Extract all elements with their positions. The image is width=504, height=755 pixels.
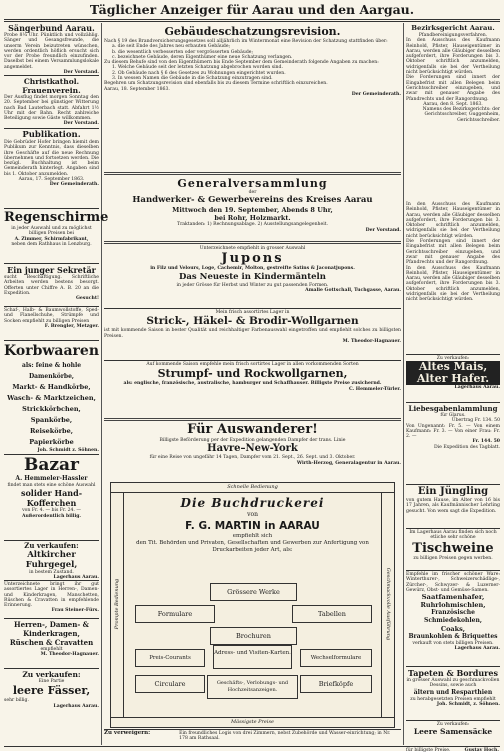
ad-where: bei Rohr, Holzmarkt. [214, 214, 291, 223]
separator [4, 306, 99, 307]
product-cell: Adress- und Visiten-Karten. [213, 645, 292, 669]
ad-auswanderer [104, 422, 401, 478]
separator [4, 580, 99, 581]
printer-pre: von [247, 511, 258, 518]
product-cell: Briefköpfe [300, 675, 372, 693]
ad-jupons [104, 246, 401, 306]
ad-body: Von Ungenannt: Fr. 5. — Von einem Kaufmann: Fr. 3. — Von einer Frau: Fr. 2. — [406, 423, 500, 440]
ad-name: A. Hemmeler-Hassler [15, 475, 88, 482]
ad-buchdruckerei [110, 482, 395, 728]
ad-body: findet man stets eine schöne Auswahl [7, 483, 96, 488]
ad-juengling [406, 486, 500, 526]
ad-title: Herren-, Damen- & Kinderkragen, [14, 620, 89, 638]
ad-title: Tischweine [412, 540, 494, 556]
masthead-title: Täglicher Anzeiger für Aarau und den Aargau. [89, 2, 415, 17]
ad-title: Leere Samensäcke [413, 727, 493, 737]
ad-bazar [4, 456, 99, 538]
notice-item: b. die wesentlich verbesserten oder vergrösserten Gebäude; [112, 49, 254, 55]
ad-body: Unterzeichnete bringt ihr gut assortiertes Lager in Herren-, Damen- und Kinderkragen, Manschetten, Rüschen & Cravatten in empfehlende Erinnerung. [4, 582, 99, 609]
separator [406, 720, 500, 721]
ad-body: in bestem Zustand. [29, 570, 74, 575]
ad-subtitle: Rüschen & Cravatten [9, 638, 94, 647]
ad-body: in jeder Auswahl und zu möglichst billigen Preisen bei [11, 226, 92, 237]
notice-body: In den Ausschuss des Kaufmann Reinhold, Pfister, Hauseigentümer in Aarau, werden alle Gläubiger desselben aufgefordert, ihre Forderungen bis 3. Oktober schriftlich anzumelden, widrigenfalls sie bei der Vertheilung nicht berücksichtigt würden. [406, 265, 500, 303]
ad-line: Papierkörbe [29, 438, 74, 446]
separator [104, 241, 401, 244]
ad-sekretaer [4, 265, 99, 305]
ad-route: Havre–New-York [207, 443, 298, 455]
ad-schafwolle [4, 308, 99, 338]
ad-signature: Lagerhaus Aarau. [454, 646, 500, 652]
notice-point: 2. Ob Gebäude nach § 6 des Gesetzes zu Wohnungen eingerichtet wurden. [112, 70, 286, 76]
frame-left-band [111, 492, 124, 717]
center-column [104, 24, 401, 746]
ad-title: Tapeten & Bordures [408, 668, 498, 678]
ad-title: Ein junger Sekretär [7, 265, 96, 275]
separator [406, 402, 500, 403]
ad-title: Alter Hafer. [406, 373, 500, 385]
bottom-rule [4, 746, 500, 747]
ad-item: solider Hand-Kofferchen [20, 488, 83, 509]
ad-body: in grosser Auswahl zu geschmackvollen Dessins, sowie auch [406, 678, 500, 689]
ad-signature: Lagerhaus Aarau. [53, 575, 99, 581]
notice-subtitle: Pfandbereinigungsverfahren. [418, 33, 488, 38]
separator [4, 75, 99, 76]
ad-signature: Wirth-Herzog, Generalagentur in Aarau. [296, 460, 401, 466]
printer-title: Die Buchdruckerei [180, 496, 325, 510]
product-cell: Brochuren [210, 627, 297, 645]
ad-title: Jupons [221, 251, 284, 267]
ad-title: Korbwaaren [4, 343, 100, 359]
ad-frauenverein [4, 77, 99, 127]
product-grid [125, 583, 380, 711]
separator [4, 668, 99, 669]
separator [406, 528, 500, 529]
ad-body: zu herabgesetzten Preisen empfiehlt [410, 696, 496, 702]
frame-bottom-band: Mässigste Preise [111, 717, 394, 727]
ad-body: Der Ausflug findet morgen Sonntag den 20. September bei günstiger Witterung nach Bad Lauterbach statt. Abfahrt 1½ Uhr mit der Bahn. Recht zahlreiche Beteiligung sowie Gäste willkommen. [4, 95, 99, 122]
ad-signature: F. Brengler, Metzger. [44, 323, 99, 329]
separator [104, 360, 401, 361]
frame-content [125, 495, 380, 717]
ad-title: Strumpf- und Rockwollgarnen, [157, 367, 348, 381]
ad-title: Das Neueste in Kindermänteln [179, 271, 326, 282]
ad-signature: Lagerhaus Aarau. [454, 385, 500, 391]
ad-line: Coaks, [440, 625, 466, 634]
ad-body: von gutem Hause, im Alter von 16 bis 17 Jahren, als Kaufmännischer Lehrling gesucht. Von wem sagt die Expedition. [406, 498, 500, 514]
ad-signature: Joh. Schmidt z. Söhnen. [37, 448, 99, 453]
ad-pre: Unterzeichnete empfiehlt in grosser Auswahl [199, 246, 306, 251]
right-column [406, 24, 500, 754]
notice-item: c. bezeichnete Gebäude, deren Eigenthümer eine neue Schatzung verlangen. [112, 54, 293, 60]
notice-body: Die Forderungen sind innert der Eingabefrist mit allen Belegen beim Gerichtsschreiber einzugeben, und zwar mit genauer Angabe des Pfandrechts und der Rangordnung. [406, 239, 500, 266]
notice-point: 3. In wessen Namen die Gebäude in die Schatzung einzutragen sind. [112, 76, 273, 82]
ad-signature: Gustav Hoch. [464, 748, 499, 754]
ad-line: Reisekörbe, [29, 427, 73, 435]
product-cell: Geschäfts-, Verlobungs- und Hochzeitsanzeigen. [207, 675, 298, 699]
ad-pre: der [248, 190, 257, 195]
ad-tapeten [406, 668, 500, 718]
notice-item: a. die seit Ende des Jahres neu erbauten Gebäude; [112, 44, 231, 50]
notice-body: In den Ausschuss des Kaufmann Reinhold, Pfister, Hauseigentümer in Aarau, werden alle Gläubiger desselben aufgefordert, ihre Forderungen bis 3. Oktober schriftlich anzumelden, widrigenfalls sie bei der Vertheilung nicht berücksichtigt würden. [406, 202, 500, 239]
product-cell: Grössere Werke [210, 583, 297, 601]
column-divider [101, 23, 102, 745]
ad-line: Spankörbe, [30, 416, 73, 424]
ad-strumpf-rockwolle [104, 362, 401, 416]
ad-title: Liebesgabenlammlung [408, 404, 498, 413]
ad-name: A. Zimmer, Schirmfabrikant, [14, 236, 89, 242]
ad-signature: C. Hemmeler-Türler. [348, 386, 401, 392]
ad-organisation: Handwerker- & Gewerbevereins des Kreises Aarau [132, 195, 373, 206]
ad-body: Schaf-, Halb- & Baumwollstoffe, Sped- und Flanellschuhe, Strümpfe und Socken empfiehlt zu billigen Preisen [4, 308, 99, 324]
notice-title: Gebäudeschatzungsrevision. [164, 25, 341, 38]
ad-item: leere Fässer, [12, 684, 91, 698]
ad-title: Sängerbund Aarau. [8, 23, 95, 33]
ad-line: Markt- & Handkörbe, [12, 383, 91, 391]
ad-place-date: Aarau, 17. September 1863. [18, 177, 85, 183]
ad-korbwaaren [4, 342, 99, 452]
ad-pre: Mein frisch assortirtes Lager in [215, 310, 290, 315]
ad-body: verkauft von stets billigen Preisen. [412, 641, 494, 647]
ad-signature: Der Vorstand. [365, 227, 401, 233]
ad-signature: Die Expedition des Tagblatt. [433, 444, 500, 450]
separator [4, 340, 99, 341]
ad-pre: Im Lagerhaus Aarau finden sich noch etliche sehr schöne [409, 530, 497, 541]
notice-bezirksgericht [406, 24, 500, 200]
ad-zuverkaufen-fuhrgegel [4, 541, 99, 581]
ad-title: Publikation. [22, 130, 81, 140]
ad-title: Zu verkaufen: [24, 541, 79, 550]
ad-item: Altkircher Fuhrgegel, [25, 550, 78, 570]
frame-left-text: Prompte Bedienung [114, 578, 120, 630]
ad-body: zu billigen Preisen gegen werben. [413, 555, 493, 561]
ad-line: Ruhrlohmischlen, [420, 601, 486, 610]
ad-regenschirme [4, 210, 109, 262]
ad-body: ist mit kommende Saison in bester Qualität und reichhaltiger Farbenauswahl eingetroffen und empfiehlt solches zu billigsten Preisen. [104, 328, 401, 339]
printer-name: F. G. MARTIN in AARAU [185, 520, 320, 532]
ad-pre: Zu verkaufen: [436, 722, 470, 727]
separator [104, 172, 401, 175]
notice-point: 1. Welche Gebäude seit der letzten Schatzung abgebrochen worden sind. [112, 65, 283, 71]
ad-line: Strickkörbchen, [22, 405, 81, 413]
ad-body: Probe 8¼ Uhr. Pünktlich und vollzählig. Sänger und Gesangsfreunde, die unserm Verein beizutreten wünschen, werden ordentlich höflich ersucht sich vor der Probe freundlich einzufinden. Daselbst bei einem Versammlungslokale angemeldet. [4, 33, 99, 70]
ad-signature: Frau Steiner-Fürs. [51, 608, 99, 614]
ad-liebesgaben [406, 404, 500, 482]
ad-body: als: englische, französische, australische, hamburger und Schaffhauser. Billigste Preise zusichernd. [123, 381, 382, 387]
printer-recommend: empfiehlt sich [232, 533, 273, 539]
ad-body: Ein freundliches Logis von drei Zimmern, nebst Zubehörde und Wasser-einrichtung; in Nr. 178 am Rathsaal. [179, 731, 391, 742]
ad-signature: Der Vorstand. [63, 121, 99, 127]
ad-signature: Gesucht! [75, 296, 99, 302]
separator [104, 308, 401, 309]
ad-title: Zu verkaufen: [22, 670, 81, 679]
ad-pre: Billigste Beförderung per der Expedition gelangenden Dampfer der trans. Linie [159, 438, 346, 443]
notice-title: Bezirksgericht Aarau. [411, 24, 495, 32]
ad-saengerbund [4, 24, 99, 74]
notice-bezirksgericht-cont [406, 202, 500, 352]
separator [4, 208, 99, 209]
ad-tischweine [406, 530, 500, 568]
frame-right-text: Geschmackvolle Ausführung [385, 567, 391, 641]
ad-title: Regenschirme [4, 210, 109, 225]
separator [406, 484, 500, 485]
ad-strick-wollgarne [104, 310, 401, 358]
ad-verweigern [104, 731, 401, 746]
masthead-rule [4, 21, 500, 22]
ad-kinderkragen [4, 620, 99, 666]
ad-title: Saatfamenhafer, [421, 593, 485, 602]
ad-body: Die Gebrüder Hofer bringen hiemit dem Publikum zur Kenntnis, dass dieselben ihre Geschäfte auf die neue Rechnung übernehmen und fortsetzen werden. Die bezügl. Buchhaltung ist beim Gemeinderath hinterlegt. Angaben sind bis 1. Oktober anzumelden. [4, 140, 99, 177]
ad-signature: Amalie Gottschall, Tuchgasse, Aarau. [305, 287, 401, 293]
ad-subtitle: Eine Partie [38, 679, 65, 684]
ad-pre: Zu verkaufen: [436, 356, 470, 361]
product-cell: Preis-Courants [135, 649, 205, 667]
ad-title: Generalversammlung [177, 177, 328, 190]
ad-body: für billigste Preise. [406, 748, 451, 754]
ad-body: empfiehlt [40, 647, 63, 652]
ad-body: sucht Beschäftigung. Schriftliche Arbeiten werden bestens besorgt. Offerten unter Chiffre A. B. 20 an die Expedition. [4, 275, 99, 296]
separator [104, 418, 401, 421]
ad-body: Empfehle im frischer schöner Ware: Winterthurer-, Schweizerschädlige-, Zürcher-, Schwyzer- & Luzerner-Gewürz, Obst- und Gemüse-Samen. [406, 572, 500, 593]
ad-body: sehr billig. [4, 698, 29, 704]
ad-line: Übertrag Fr. 134. 50 [451, 418, 500, 424]
left-column [4, 23, 109, 746]
ad-body: für eine Reise von ungefähr 14 Tagen, Dampfer vom 21. Sept., 26. Sept. und 3. Oktober. [149, 455, 356, 461]
separator [4, 618, 99, 619]
ad-publikation [4, 130, 99, 206]
notice-place-date: Aarau, den 8. Sept. 1863. [423, 101, 483, 107]
ad-subtitle: für Glarus. [440, 413, 466, 418]
separator [406, 666, 500, 667]
product-cell: Formulare [135, 605, 215, 623]
notice-signature: Namens des Bezirksgerichts: der Gerichtsschreiber, Guggenheim, Gerichtsschreiber. [422, 107, 500, 123]
separator [4, 263, 99, 264]
ad-samensaecke [406, 722, 500, 754]
ad-signature: Joh. Schmidt, z. Söhnen. [436, 701, 500, 707]
ad-line: Wasch- & Marktzeichen, [7, 394, 96, 402]
ad-total: Fr. 144. 50 [472, 439, 500, 445]
separator [4, 128, 99, 129]
separator [406, 570, 500, 571]
ad-generalversammlung [104, 177, 401, 239]
frame-top-band: Schnelle Bedienung [111, 483, 394, 493]
ad-agenda: Traktanden: 1) Rechnungsablage. 2) Ausstellungsangelegenheit. [177, 222, 328, 228]
product-cell: Tabellen [292, 605, 372, 623]
ad-line: in Filz und Velours, Loge, Cachemir, Molton, gestreifte Satins & Jaconatjupons. [150, 266, 355, 272]
ad-signature: M. Theodor-Hagnauer. [342, 338, 401, 344]
ad-line: Französische Schmiedekohlen, [424, 609, 482, 625]
ad-title: ältern und Resparthien [413, 688, 493, 696]
ad-title: Christkathol. Frauenverein. [22, 77, 81, 95]
ad-note: Außerordentlich billig. [21, 513, 82, 519]
notice-body: Nach § 19 des Brandversicherungsgesetzes soll alljährlich im Wintermonat eine Revision der Schatzung stattfinden über: [104, 39, 388, 44]
ad-title: Strick-, Häkel- & Brodir-Wollgarnen [146, 315, 359, 328]
ad-mais-hafer [406, 356, 500, 400]
ad-signature: Der Gemeinderath. [49, 182, 99, 188]
frame-right-band [381, 492, 394, 717]
product-cell: Wechselformulare [300, 649, 372, 667]
ad-signature: M. Theodor-Hagnauer. [40, 652, 99, 658]
ad-kleidung [4, 582, 99, 616]
ad-line: Braunkohlen & Briquettes [408, 633, 498, 641]
ad-line: als: feine & hohle Damenkörbe, [21, 362, 82, 380]
column-divider [403, 23, 404, 745]
notice-body: Die Forderungen sind innert der Eingabefrist mit allen Belegen beim Gerichtsschreiber einzugeben, und zwar mit genauer Angabe des Pfandrechts und der Rangordnung. [406, 75, 500, 102]
ad-price: von Fr. 4. — bis Fr. 24. — [22, 508, 81, 514]
notice-body: In den Ausschuss des Kaufmann Reinhold, Pfister, Hauseigentümer in Aarau, werden alle Gläubiger desselben aufgefordert, ihre Forderungen bis 3. Oktober schriftlich anzumelden, widrigenfalls sie bei der Vertheilung nicht berücksichtigt würden. [406, 38, 500, 76]
printer-body: den Tit. Behörden und Privaten, Gesellschaften und Gewerben zur Anfertigung von Druckarbeiten jeder Art, als: [136, 540, 369, 553]
ad-signature: Lagerhaus Aarau. [53, 703, 99, 709]
notice-gebaeudeschatzung [104, 24, 401, 170]
notice-body: Zu diesem Behufe sind von den Eigenthümern bis Ende September dem Gemeinderath folgende Angaben zu machen: [104, 60, 379, 66]
notice-signature: Der Gemeinderath. [351, 91, 401, 97]
ad-address: neben dem Rathhaus in Lenzburg. [11, 241, 92, 247]
ad-pre: Auf kommende Saison empfehle mein frisch sortirtes Lager in allen vorkommenden Sorten [146, 362, 359, 367]
ad-body: in jeder Grösse für Herbst und Winter zu gut passenden Formen. [176, 282, 329, 288]
ad-title: Ein Jüngling [417, 486, 489, 497]
ad-title: Altes Mais, [406, 361, 500, 373]
ad-title: Für Auswanderer! [187, 422, 318, 437]
ad-samen-kohlen [406, 572, 500, 664]
ad-title: Zu verweigern: [104, 730, 151, 736]
masthead-rule [4, 19, 500, 20]
notice-body: Begehren um Schatzungsrevision sind ebenfalls bis zu diesem Termine schriftlich einzureichen. [104, 81, 328, 87]
ad-title: Bazar [23, 455, 79, 475]
product-cell: Circulare [135, 675, 205, 693]
notice-place-date: Aarau, 18. September 1863. [104, 86, 170, 92]
separator [406, 354, 500, 355]
ad-zuverkaufen-faesser [4, 670, 99, 742]
ad-signature: Der Vorstand. [63, 70, 99, 76]
ad-when: Mittwoch den 19. September, Abends 8 Uhr, [172, 206, 333, 215]
